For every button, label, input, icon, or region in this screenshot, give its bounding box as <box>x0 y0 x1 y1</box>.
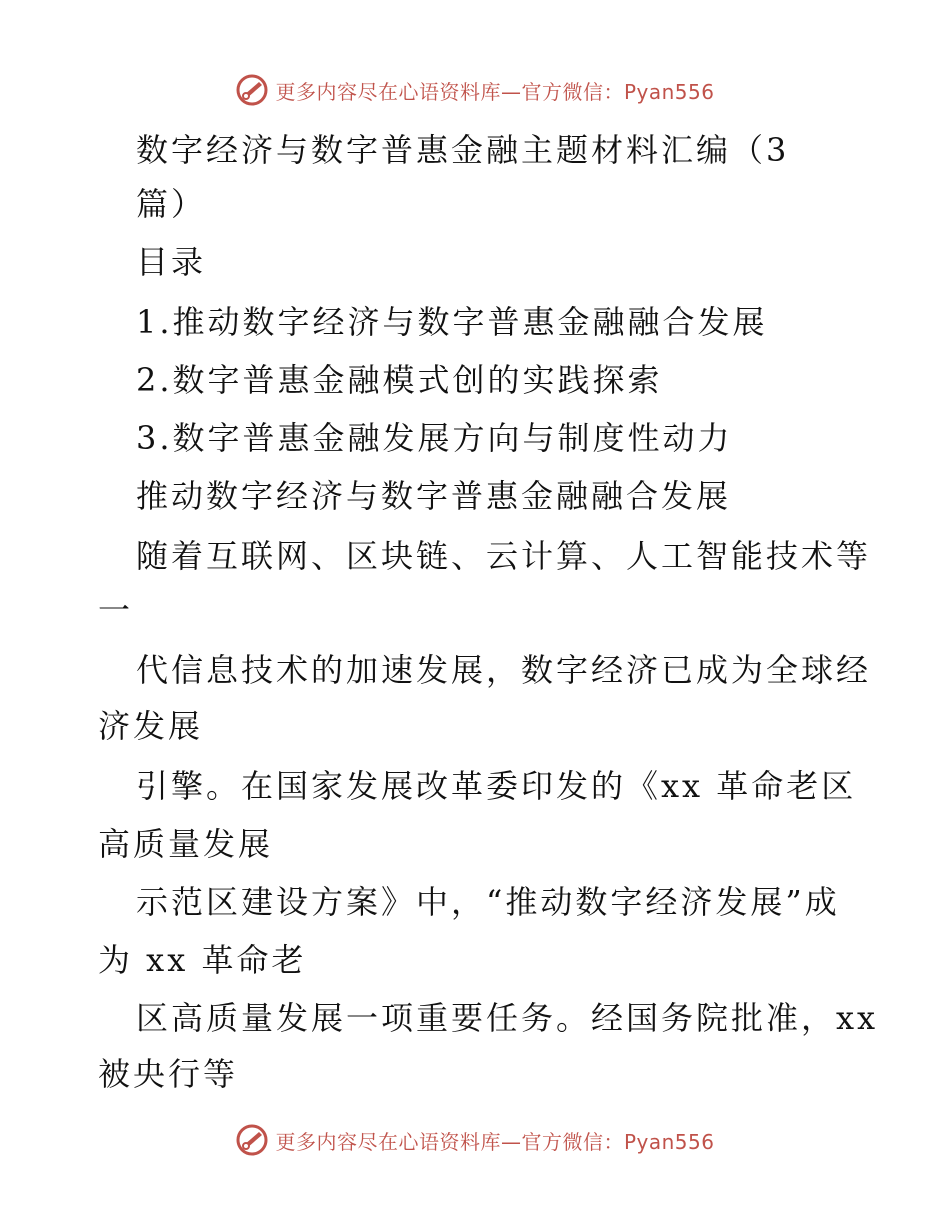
paragraph-line: 高质量发展 <box>98 825 274 863</box>
toc-heading: 目录 <box>136 243 207 281</box>
paragraph-line: 代信息技术的加速发展，数字经济已成为全球经 <box>136 651 872 689</box>
paragraph-line: 一 <box>98 591 134 629</box>
footer-banner <box>0 1120 950 1160</box>
doc-title-line-1: 数字经济与数字普惠金融主题材料汇编（3 <box>136 131 790 169</box>
toc-item-2: 2.数字普惠金融模式创的实践探索 <box>136 361 663 399</box>
paragraph-line: 示范区建设方案》中，“推动数字经济发展”成 <box>136 883 840 921</box>
paragraph-line: 随着互联网、区块链、云计算、人工智能技术等 <box>136 537 872 575</box>
paragraph-line: 被央行等 <box>98 1055 239 1093</box>
toc-item-3: 3.数字普惠金融发展方向与制度性动力 <box>136 419 733 457</box>
paragraph-line: 为 xx 革命老 <box>98 941 307 979</box>
stamp-seal-icon <box>235 1123 269 1157</box>
stamp-seal-icon <box>235 73 269 107</box>
toc-item-1: 1.推动数字经济与数字普惠金融融合发展 <box>136 303 768 341</box>
doc-title-line-2: 篇） <box>136 185 207 223</box>
header-banner <box>0 70 950 110</box>
header-banner-text: 更多内容尽在心语资料库—官方微信：Pyan556 <box>275 79 715 104</box>
paragraph-line: 引擎。在国家发展改革委印发的《xx 革命老区 <box>136 767 857 805</box>
paragraph-line: 区高质量发展一项重要任务。经国务院批准，xx <box>136 999 879 1037</box>
paragraph-line: 济发展 <box>98 707 204 745</box>
footer-banner-text: 更多内容尽在心语资料库—官方微信：Pyan556 <box>275 1129 715 1154</box>
section-heading: 推动数字经济与数字普惠金融融合发展 <box>136 477 732 515</box>
